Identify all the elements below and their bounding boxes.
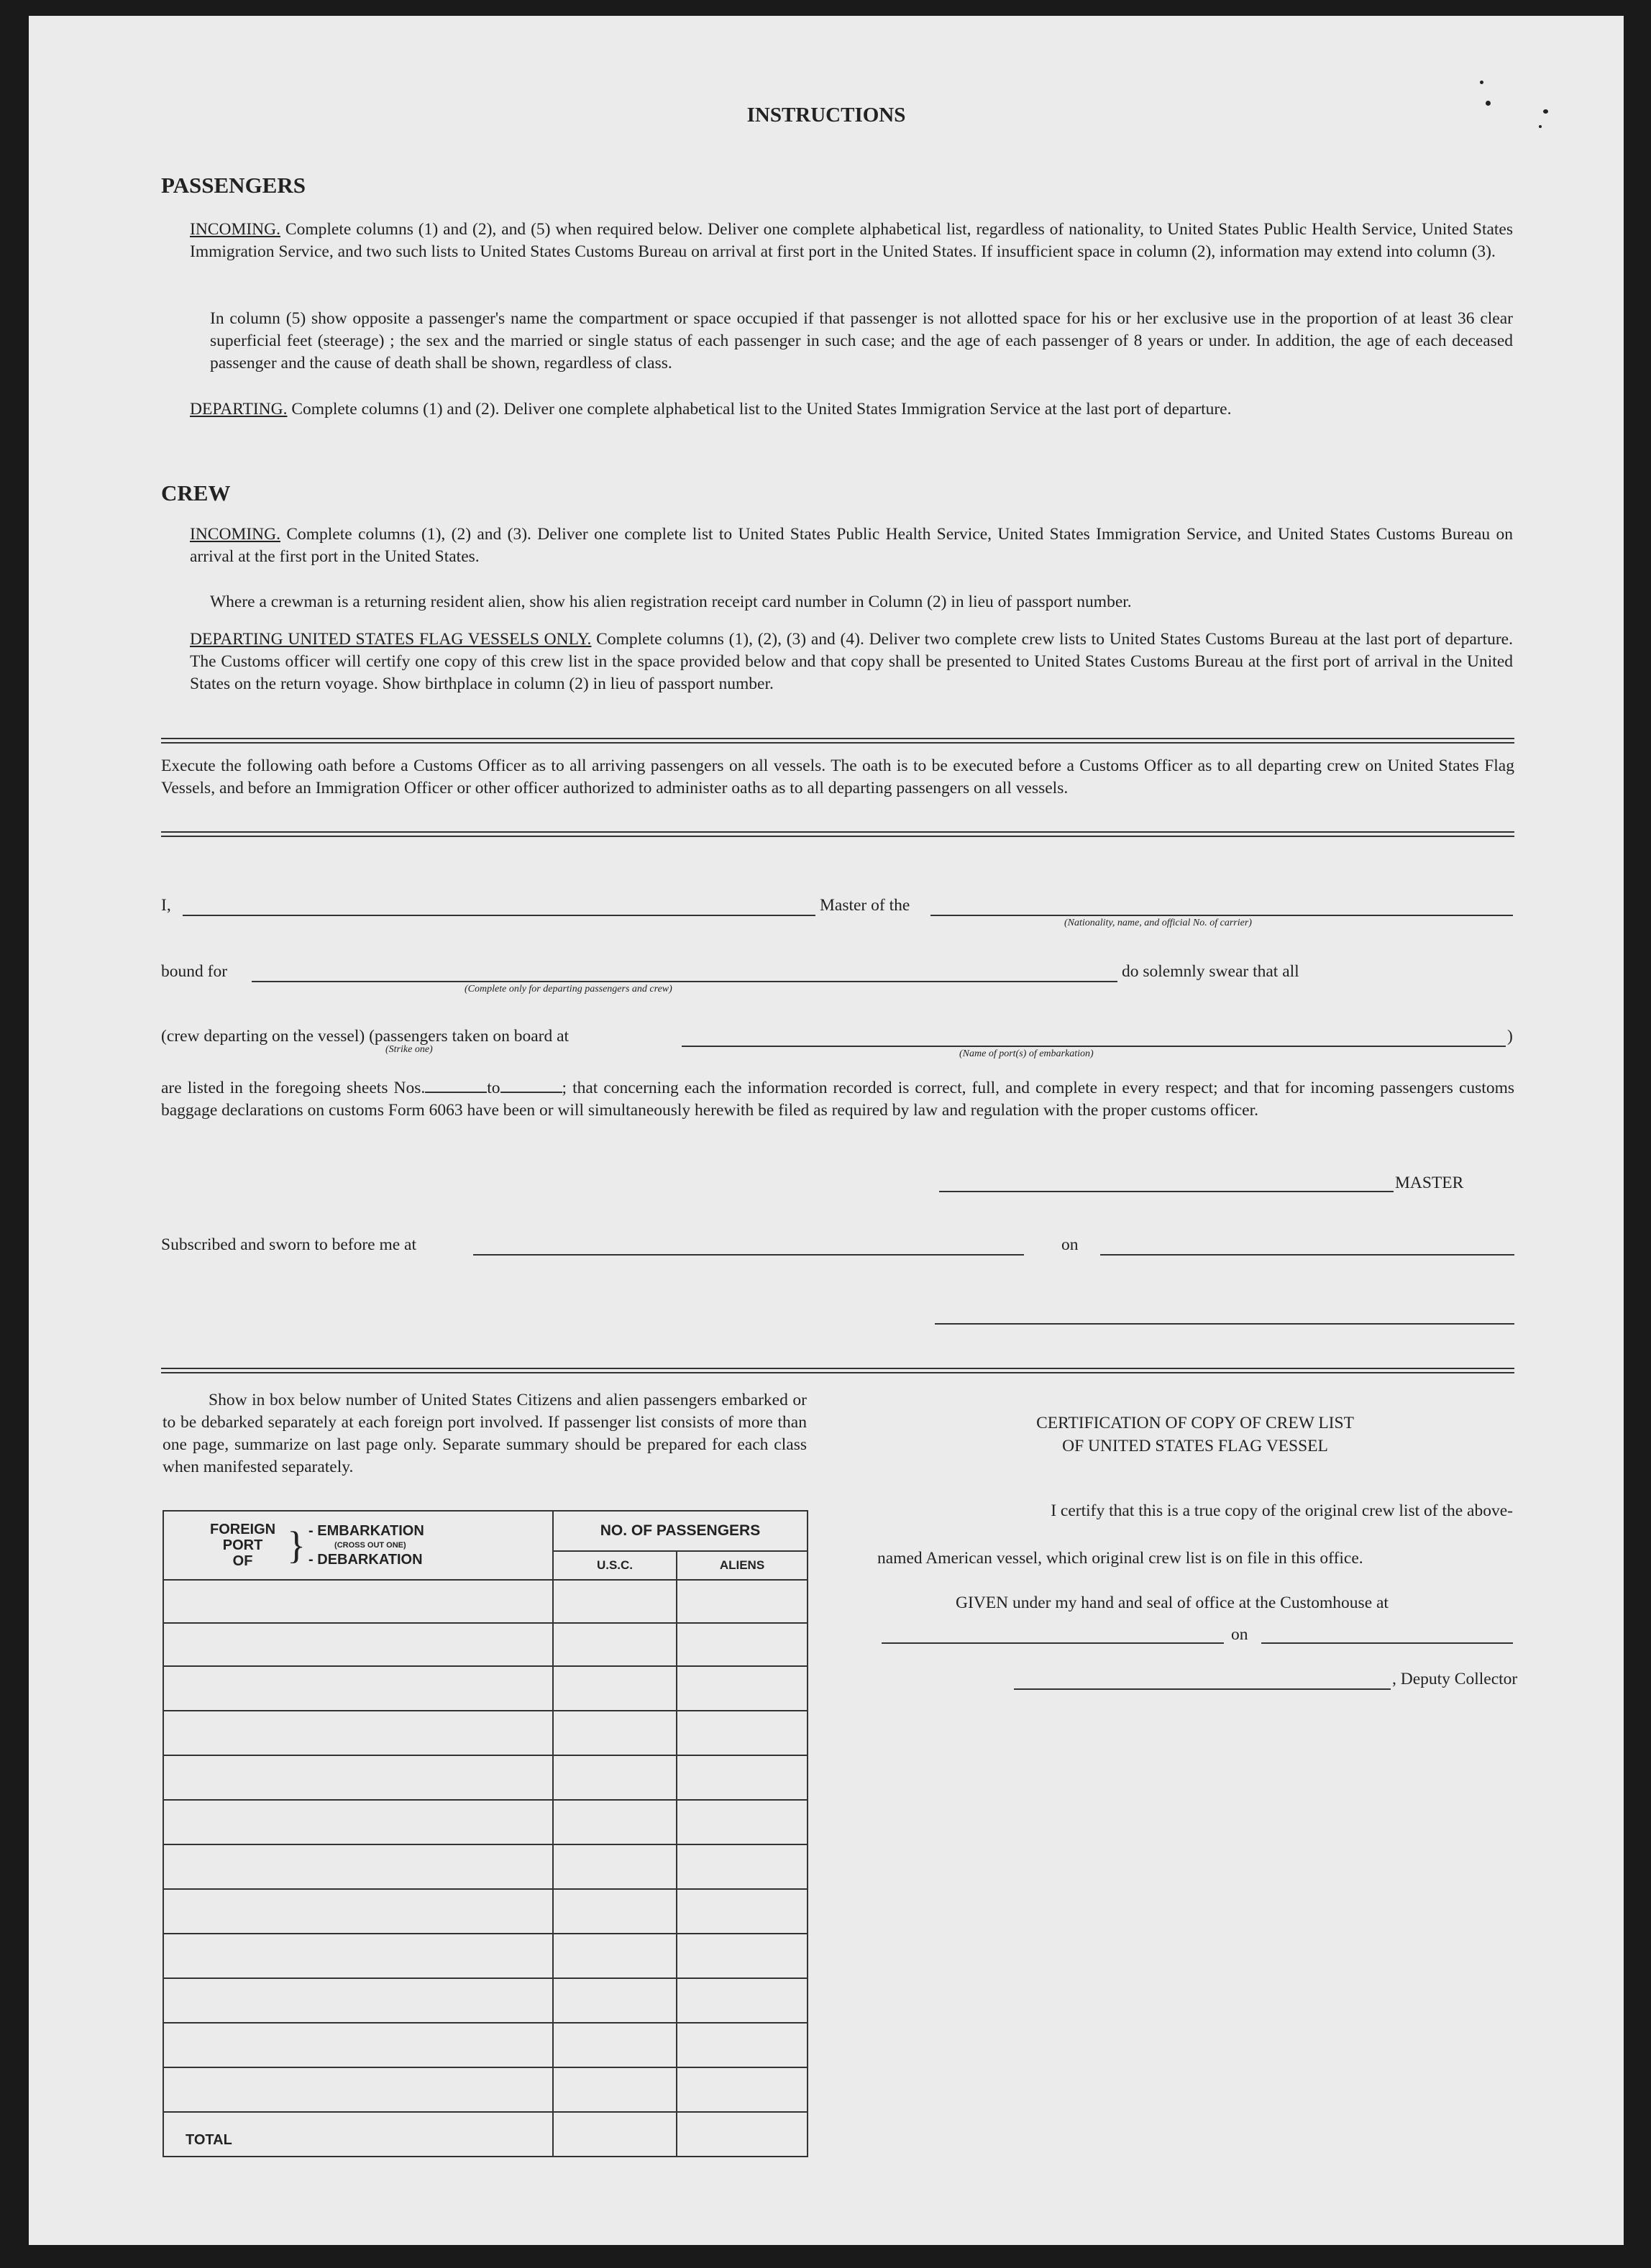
- certification-title-2: OF UNITED STATES FLAG VESSEL: [1062, 1437, 1328, 1455]
- table-row: [163, 1623, 808, 1666]
- master-of-label: Master of the: [820, 896, 910, 915]
- sheet-to-field[interactable]: [500, 1076, 562, 1093]
- swear-label: do solemnly swear that all: [1122, 962, 1299, 981]
- sworn-on-label: on: [1061, 1235, 1079, 1254]
- crew-heading: CREW: [161, 480, 231, 506]
- crew-departing-paragraph: [190, 628, 1513, 695]
- oath-i-label: I,: [161, 896, 171, 915]
- usc-cell[interactable]: [553, 2023, 677, 2067]
- aliens-cell[interactable]: [677, 1844, 808, 1889]
- certification-on-label: on: [1231, 1625, 1248, 1644]
- divider-rule: [161, 831, 1514, 833]
- table-row: [163, 1978, 808, 2023]
- cross-out-note: (CROSS OUT ONE): [334, 1541, 406, 1550]
- passengers-incoming-label: INCOMING.: [190, 220, 280, 239]
- speck-mark: [1539, 125, 1542, 128]
- divider-rule: [161, 1372, 1514, 1373]
- usc-cell[interactable]: [553, 1800, 677, 1844]
- table-row: [163, 2023, 808, 2067]
- usc-cell[interactable]: [553, 1711, 677, 1755]
- crew-incoming-paragraph: [190, 523, 1513, 568]
- usc-cell[interactable]: [553, 2067, 677, 2112]
- port-cell[interactable]: [163, 1978, 553, 2023]
- speck-mark: [1543, 109, 1548, 114]
- sworn-location-field[interactable]: [473, 1254, 1024, 1256]
- usc-cell[interactable]: [553, 1755, 677, 1800]
- crew-departing-text: Complete columns (1), (2), (3) and (4). Deliver two complete crew lists to United States Customs Bureau at the last port of departure. The Customs officer will certify one copy of this crew list in the space provided below and that copy shall be presented to United States Customs Bureau at the first port of arrival in the United States on the return voyage. Show birthplace in column (2) in lieu of passport number.: [190, 630, 1513, 693]
- passengers-incoming-paragraph: [190, 219, 1513, 263]
- bound-for-note: (Complete only for departing passengers and crew): [465, 984, 672, 994]
- port-cell[interactable]: [163, 1666, 553, 1711]
- port-cell[interactable]: [163, 1580, 553, 1623]
- listed-text-1: are listed in the foregoing sheets Nos.: [161, 1079, 426, 1097]
- passengers-incoming-text: Complete columns (1) and (2), and (5) when required below. Deliver one complete alphabetical list, regardless of nationality, to United States Public Health Service, United States Immigration Service, and two such lists to United States Customs Bureau on arrival at first port in the United States. If insufficient space in column (2), information may extend into column (3).: [190, 220, 1514, 261]
- carrier-field[interactable]: [930, 915, 1513, 916]
- port-cell[interactable]: [163, 1934, 553, 1978]
- table-row: [163, 1889, 808, 1934]
- embarkation-label: - EMBARKATION: [308, 1523, 424, 1539]
- port-cell[interactable]: [163, 1800, 553, 1844]
- deputy-signature-field[interactable]: [1014, 1688, 1391, 1690]
- certification-date-field[interactable]: [1261, 1642, 1513, 1644]
- no-passengers-header: NO. OF PASSENGERS: [553, 1511, 808, 1551]
- aliens-cell[interactable]: [677, 2067, 808, 2112]
- usc-cell[interactable]: [553, 1666, 677, 1711]
- table-row: [163, 1934, 808, 1978]
- aliens-header: ALIENS: [677, 1551, 808, 1580]
- aliens-cell[interactable]: [677, 1755, 808, 1800]
- master-signature-field[interactable]: [939, 1191, 1394, 1192]
- port-cell[interactable]: [163, 2067, 553, 2112]
- oath-intro-paragraph: Execute the following oath before a Customs Officer as to all arriving passengers on all vessels. The oath is to be executed before a Customs Officer as to all departing crew on United States Flag Vessels, and before an Immigration Officer or other officer authorized to administer oaths as to all departing passengers on all vessels.: [161, 756, 1514, 797]
- foreign-port-header: [163, 1511, 553, 1580]
- bound-for-field[interactable]: [252, 981, 1117, 982]
- listed-to: to: [487, 1079, 500, 1097]
- crew-departing-label: (crew departing on the vessel) (passengers taken on board at: [161, 1027, 570, 1046]
- aliens-cell[interactable]: [677, 1711, 808, 1755]
- table-row: [163, 1800, 808, 1844]
- page-title: INSTRUCTIONS: [746, 104, 906, 127]
- aliens-cell[interactable]: [677, 1666, 808, 1711]
- speck-mark: [1480, 81, 1483, 84]
- aliens-cell[interactable]: [677, 2023, 808, 2067]
- table-row: [163, 1580, 808, 1623]
- aliens-cell[interactable]: [677, 1978, 808, 2023]
- certify-line-2: named American vessel, which original crew list is on file in this office.: [877, 1549, 1363, 1568]
- passengers-departing-text: Complete columns (1) and (2). Deliver one complete alphabetical list to the United States Immigration Service at the last port of departure.: [291, 400, 1232, 419]
- master-name-field[interactable]: [183, 915, 815, 916]
- port-cell[interactable]: [163, 1844, 553, 1889]
- passengers-heading: PASSENGERS: [161, 173, 306, 198]
- summary-instructions: Show in box below number of United States Citizens and alien passengers embarked or to be debarked separately at each foreign port involved. If passenger list consists of more than one page, summarize on last page only. Separate summary should be prepared for each class when manifested separately.: [163, 1391, 807, 1476]
- officer-signature-field[interactable]: [935, 1323, 1514, 1325]
- table-row: [163, 1844, 808, 1889]
- subscribed-label: Subscribed and sworn to before me at: [161, 1235, 417, 1254]
- usc-cell[interactable]: [553, 1889, 677, 1934]
- table-row: [163, 2067, 808, 2112]
- usc-header: U.S.C.: [553, 1551, 677, 1580]
- sheet-from-field[interactable]: [425, 1076, 487, 1093]
- listed-text-2: ; that concerning each the information recorded is correct, full, and complete in every respect; and that for incoming passengers customs baggage declarations on customs Form 6063 have been or will simultaneously herewith be filed as required by law and regulation with the proper customs officer.: [161, 1079, 1514, 1120]
- brace-icon: }: [287, 1524, 306, 1567]
- crew-resident-paragraph: Where a crewman is a returning resident alien, show his alien registration receipt card number in Column (2) in lieu of passport number.: [210, 593, 1132, 611]
- certify-line-1: I certify that this is a true copy of the original crew list of the above-: [1051, 1501, 1513, 1520]
- usc-cell[interactable]: [553, 1580, 677, 1623]
- usc-cell[interactable]: [553, 1844, 677, 1889]
- table-row: [163, 1755, 808, 1800]
- usc-cell[interactable]: [553, 1978, 677, 2023]
- port-cell[interactable]: [163, 2023, 553, 2067]
- usc-cell[interactable]: [553, 1934, 677, 1978]
- aliens-cell[interactable]: [677, 1623, 808, 1666]
- of-label: OF: [232, 1553, 253, 1569]
- divider-rule: [161, 738, 1514, 739]
- strike-one-note: (Strike one): [385, 1044, 433, 1055]
- master-label: MASTER: [1395, 1174, 1464, 1192]
- aliens-cell[interactable]: [677, 1800, 808, 1844]
- carrier-note: (Nationality, name, and official No. of carrier): [1064, 918, 1252, 928]
- port-cell[interactable]: [163, 1755, 553, 1800]
- document-page: [29, 16, 1624, 2245]
- divider-rule: [161, 836, 1514, 837]
- passenger-summary-table: [163, 1510, 808, 2157]
- embarkation-ports-field[interactable]: [682, 1046, 1506, 1047]
- divider-rule: [161, 1368, 1514, 1369]
- passengers-column5-paragraph: In column (5) show opposite a passenger's name the compartment or space occupied if that passenger is not allotted space for his or her exclusive use in the proportion of at least 36 clear superficial feet (steerage) ; the sex and the married or single status of each passenger in such case; and the age of each passenger of 8 years or under. In addition, the age of each deceased passenger and the cause of death shall be shown, regardless of class.: [210, 309, 1513, 372]
- aliens-total-cell[interactable]: [677, 2112, 808, 2157]
- debarkation-label: - DEBARKATION: [308, 1552, 423, 1568]
- bound-for-label: bound for: [161, 962, 228, 981]
- close-paren: ): [1507, 1027, 1513, 1046]
- foreign-label: FOREIGN: [210, 1522, 276, 1537]
- port-cell[interactable]: [163, 1889, 553, 1934]
- listed-paragraph: [161, 1076, 1514, 1122]
- total-row: [163, 2112, 808, 2157]
- aliens-cell[interactable]: [677, 1580, 808, 1623]
- table-row: [163, 1711, 808, 1755]
- customhouse-field[interactable]: [882, 1642, 1224, 1644]
- aliens-cell[interactable]: [677, 1934, 808, 1978]
- deputy-collector-label: , Deputy Collector: [1392, 1670, 1518, 1688]
- crew-incoming-text: Complete columns (1), (2) and (3). Deliver one complete list to United States Public Health Service, United States Immigration Service, and United States Customs Bureau on arrival at the first port in the United States.: [190, 525, 1513, 566]
- port-label: PORT: [222, 1537, 263, 1553]
- table-row: [163, 1666, 808, 1711]
- crew-departing-label: DEPARTING UNITED STATES FLAG VESSELS ONLY.: [190, 630, 592, 649]
- divider-rule: [161, 742, 1514, 744]
- aliens-cell[interactable]: [677, 1889, 808, 1934]
- speck-mark: [1486, 101, 1491, 106]
- passengers-departing-paragraph: [190, 398, 1513, 421]
- usc-total-cell[interactable]: [553, 2112, 677, 2157]
- certification-title-1: CERTIFICATION OF COPY OF CREW LIST: [1036, 1414, 1354, 1432]
- given-line: GIVEN under my hand and seal of office at the Customhouse at: [956, 1593, 1389, 1612]
- passengers-departing-label: DEPARTING.: [190, 400, 288, 419]
- total-label: TOTAL: [163, 2112, 553, 2157]
- crew-incoming-label: INCOMING.: [190, 525, 280, 544]
- port-cell[interactable]: [163, 1623, 553, 1666]
- usc-cell[interactable]: [553, 1623, 677, 1666]
- sworn-date-field[interactable]: [1100, 1254, 1514, 1256]
- port-cell[interactable]: [163, 1711, 553, 1755]
- ports-note: (Name of port(s) of embarkation): [959, 1048, 1094, 1059]
